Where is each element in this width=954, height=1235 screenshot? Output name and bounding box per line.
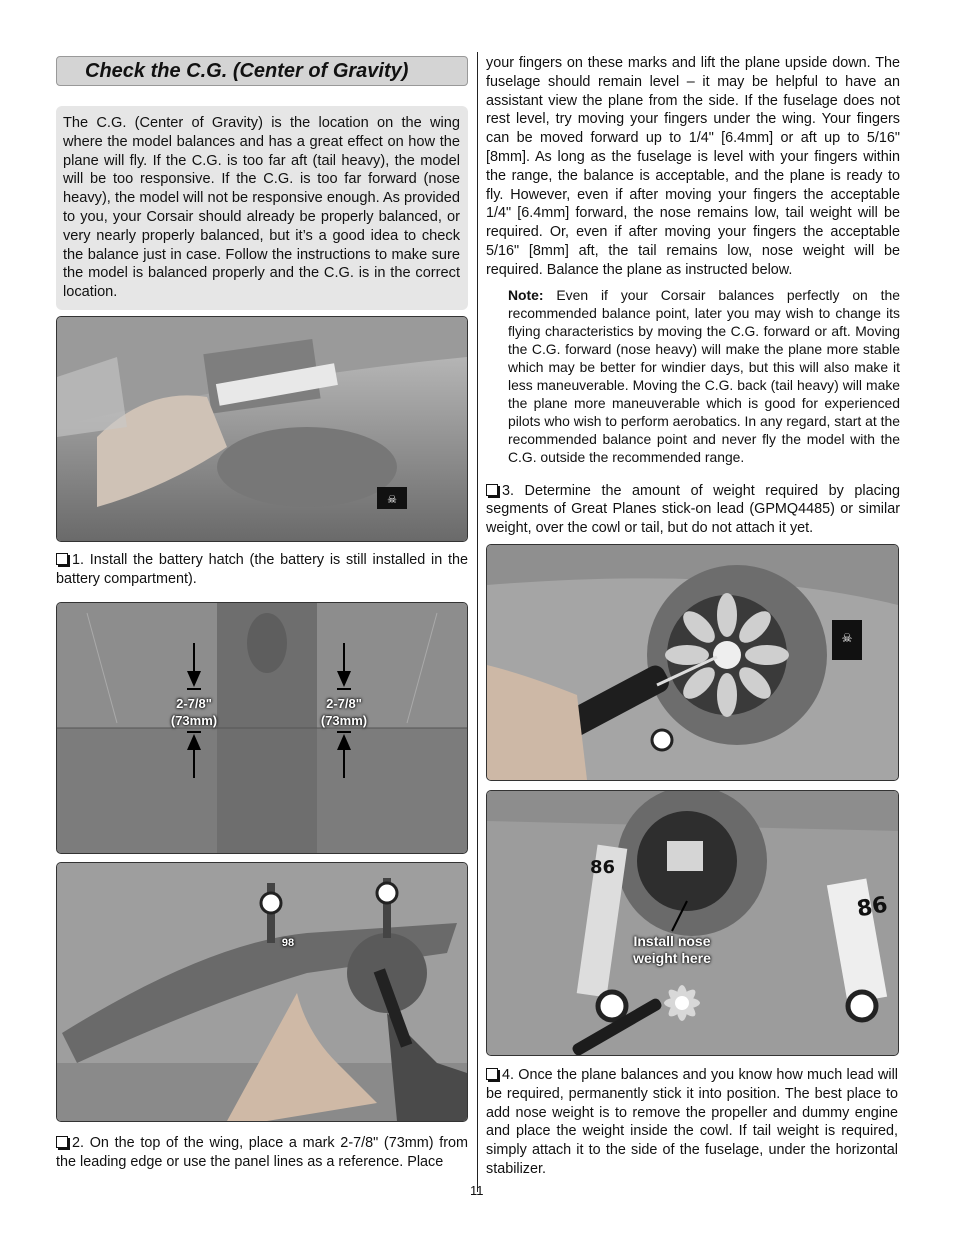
photo-plane-upside-down [56,862,468,1122]
step-1-text [56,551,468,589]
svg-text:☠: ☠ [841,631,853,645]
measurement-left-inches: 2-7/8" [176,696,212,711]
section-title: Check the C.G. (Center of Gravity) [56,56,468,86]
svg-text:☠: ☠ [387,493,397,506]
plane-number-left: 86 [590,857,616,878]
note-text: Even if your Corsair balances perfectly on the recommended balance point, later you may wish to change its flying characteristics by moving the C.G. forward or aft. Moving the C.G. forward (nose heavy) will make the plane more stable which may be better for windier days, but this will also make it less maneuverable. Moving the C.G. back (tail heavy) will make the plane more maneuverable which is good for experienced pilots who wish to perform aerobatics. In any regard, start at the recommended balance point and never fly the model with the C.G. outside the recommended range. [508,286,900,465]
page-number: 11 [470,1183,484,1198]
intro-box: The C.G. (Center of Gravity) is the location on the wing where the model balances and has a great effect on how the plane will fly. If the C.G. is too far aft (tail heavy), the model will be too responsive. If the C.G. is too far forward (nose heavy), the model will not be responsive enough. As provided to you, your Corsair should already be properly balanced, or very nearly properly balanced, but it’s a good idea to check the balance just in case. Follow the instructions to make sure the model is balanced properly and the C.G. is in the correct location. [56,106,468,310]
nose-weight-label-line-2: weight here [633,950,711,966]
cowl-screwdriver-illustration [487,545,898,780]
note-block [508,286,900,466]
step-2-label: 2. On the top of the wing, place a mark 2-7/8" (73mm) from the leading edge or use the panel lines as a reference. Place [56,1135,468,1170]
photo-battery-hatch [56,316,468,542]
step-2-checkbox[interactable] [56,1136,68,1148]
photo-cowl-screwdriver [486,544,899,781]
step-3-text [486,482,900,538]
step-1-label: 1. Install the battery hatch (the battery is still installed in the battery compartment). [56,552,468,587]
measurement-label-right [309,695,379,729]
nose-weight-label-line-1: Install nose [633,933,711,949]
measurement-label-left [159,695,229,729]
step-4-checkbox[interactable] [486,1068,498,1080]
step-1-checkbox[interactable] [56,553,68,565]
photo-nose-weight [486,790,899,1056]
measurement-left-mm: (73mm) [170,713,218,728]
measurement-right-inches: 2-7/8" [326,696,362,711]
plane-number-right: 86 [855,892,890,923]
step-4-label: 4. Once the plane balances and you know how much lead will be required, permanently stick it into position. The best place to add nose weight is to remove the propeller and dummy engine and place the weight inside the cowl. If tail weight is required, simply attach it to the side of the fuselage, under the horizontal stabilizer. [486,1067,898,1177]
plane-number-98: 98 [281,937,295,949]
plane-upside-down-illustration [57,863,467,1121]
wing-marks-illustration [57,603,467,853]
nose-weight-illustration [487,791,898,1055]
left-column [56,56,468,310]
measurement-right-mm: (73mm) [320,713,368,728]
step-3-label: 3. Determine the amount of weight required by placing segments of Great Planes stick-on lead (GPMQ4485) or similar weight, over the cowl or tail, but do not attach it yet. [486,482,900,537]
photo-wing-marks [56,602,468,854]
column-divider [477,52,478,1192]
step-2-text [56,1134,468,1172]
balance-instructions: your fingers on these marks and lift the plane upside down. The fuselage should remain level – it may be helpful to have an assistant view the plane from the side. If the fuselage does not rest level, try moving your fingers under the wing. Your fingers can be moved forward up to 1/4" [6.4mm] or aft up to 5/16" [8mm]. As long as the fuselage is level with your fingers within the range, the balance is acceptable, and the plane is ready to fly. However, even if after moving your fingers the acceptable 1/4" [6.4mm] forward, the nose remains low, tail weight will be required. Or, even if after moving your fingers the acceptable 5/16" [8mm] aft, the tail remains low, nose weight will be required. Balance the plane as instructed below. [486,55,900,278]
step-3-checkbox[interactable] [486,484,498,496]
note-label: Note: [508,286,544,303]
step-4-text [486,1066,898,1179]
nose-weight-label [617,933,727,967]
right-column [486,54,900,538]
battery-hatch-illustration [57,317,467,541]
